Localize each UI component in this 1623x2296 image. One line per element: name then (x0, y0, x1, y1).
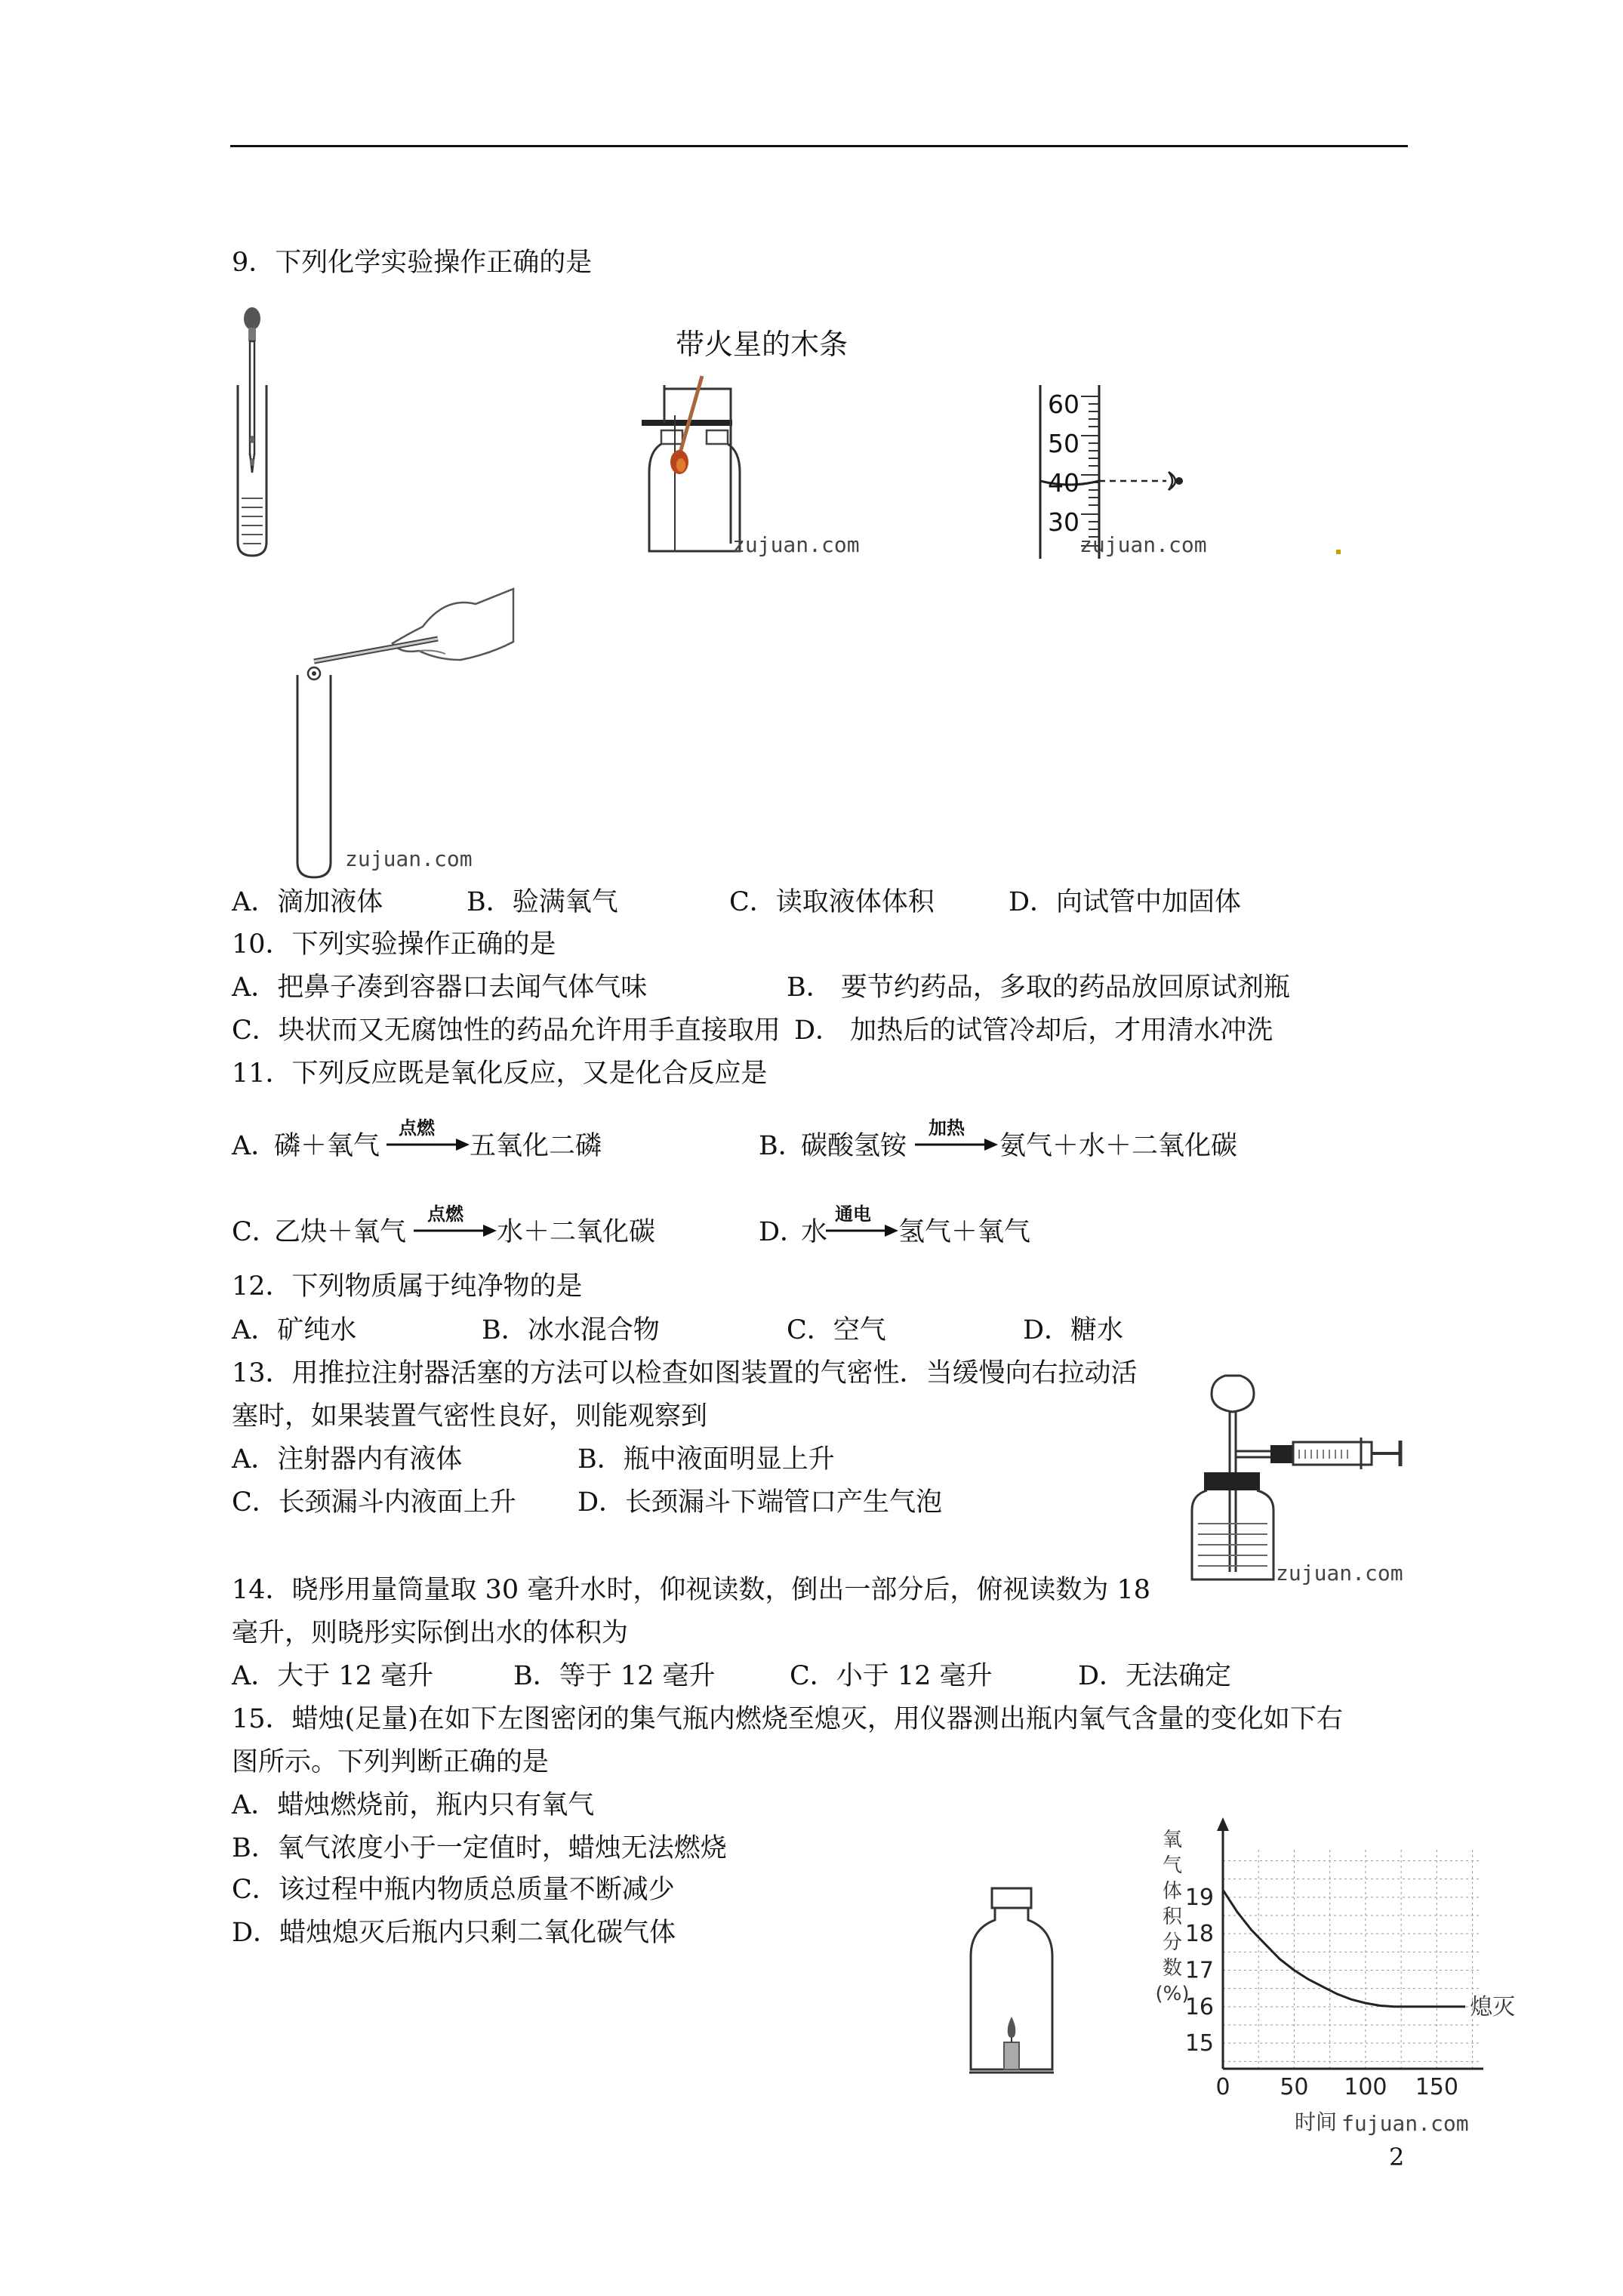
y-axis-label-char: 氧 (1162, 1829, 1183, 1851)
y-tick-label: 15 (1184, 2030, 1214, 2057)
y-axis-label-char: 分 (1162, 1931, 1183, 1954)
y-axis-label-char: 积 (1162, 1906, 1183, 1928)
q14-option-d: D．无法确定 (1078, 1661, 1232, 1691)
q13-stem-line1: 13．用推拉注射器活塞的方法可以检查如图装置的气密性．当缓慢向右拉动活 (232, 1358, 1138, 1388)
q10-option-c: C．块状而又无腐蚀性的药品允许用手直接取用 (232, 1015, 781, 1046)
q11-b-products: 氨气＋水＋二氧化碳 (999, 1131, 1238, 1161)
q12-option-c: C．空气 (787, 1315, 886, 1345)
y-tick-label: 19 (1184, 1884, 1214, 1911)
q9-fig-dropper (226, 302, 287, 559)
q14-stem-line2: 毫升，则晓彤实际倒出水的体积为 (232, 1618, 629, 1648)
y-axis-label-char: 数 (1162, 1957, 1183, 1980)
q11-c-reactants: 乙炔＋氧气 (274, 1217, 407, 1247)
q12-option-d: D．糖水 (1023, 1315, 1124, 1345)
q9-option-c: C．读取液体体积 (729, 887, 935, 917)
header-rule (230, 145, 1408, 147)
q10-option-a: A．把鼻子凑到容器口去闻气体气味 (232, 972, 648, 1003)
q12-option-b: B．冰水混合物 (482, 1315, 660, 1345)
q15-option-b: B．氧气浓度小于一定值时，蜡烛无法燃烧 (232, 1833, 727, 1863)
q11-a-label: A． (232, 1131, 278, 1161)
x-axis-label: 时间 (1295, 2110, 1338, 2134)
q9-watermark-d: zujuan.com (345, 846, 473, 871)
q11-c-condition: 点燃 (427, 1203, 463, 1225)
q9-option-a: A．滴加液体 (232, 887, 383, 917)
q14-stem-line1: 14．晓彤用量筒量取 30 毫升水时，仰视读数，倒出一部分后，俯视读数为 18 (232, 1575, 1150, 1605)
q9-fig-hand-tube (287, 581, 513, 883)
y-tick-label: 18 (1184, 1921, 1214, 1948)
q15-option-d: D．蜡烛熄灭后瓶内只剩二氧化碳气体 (232, 1918, 676, 1948)
q11-stem: 11．下列反应既是氧化反应，又是化合反应是 (232, 1059, 768, 1089)
q10-option-d: D． 加热后的试管冷却后，才用清水冲洗 (794, 1015, 1273, 1046)
q11-b-reactants: 碳酸氢铵 (801, 1131, 907, 1161)
q13-fig-apparatus (1181, 1367, 1423, 1586)
x-tick-label: 150 (1415, 2074, 1458, 2100)
q9-option-b: B．验满氧气 (467, 887, 618, 917)
q15-stem-line2: 图所示。下列判断正确的是 (232, 1747, 550, 1777)
q13-watermark: zujuan.com (1276, 1561, 1403, 1586)
stray-mark (1336, 550, 1341, 554)
cylinder-tick-40: 40 (1048, 468, 1079, 498)
q11-c-arrow (414, 1223, 497, 1238)
q15-option-c: C．该过程中瓶内物质总质量不断减少 (232, 1875, 675, 1905)
y-axis-label-char: 体 (1162, 1880, 1183, 1903)
y-tick-label: 16 (1184, 1993, 1214, 2020)
q11-c-label: C． (232, 1217, 279, 1247)
x-tick-label: 0 (1215, 2074, 1230, 2100)
q15-option-a: A．蜡烛燃烧前，瓶内只有氧气 (232, 1790, 595, 1820)
q12-stem: 12．下列物质属于纯净物的是 (232, 1271, 583, 1302)
q9-watermark-c: zujuan.com (1079, 532, 1207, 557)
q13-option-a: A．注射器内有液体 (232, 1444, 463, 1475)
q13-option-c: C．长颈漏斗内液面上升 (232, 1487, 516, 1518)
q9-stem: 9．下列化学实验操作正确的是 (232, 248, 593, 278)
q11-a-reactants: 磷＋氧气 (274, 1131, 380, 1161)
q15-fig-bottle-candle (966, 1884, 1057, 2080)
q11-a-products: 五氧化二磷 (470, 1131, 602, 1161)
x-tick-label: 100 (1344, 2074, 1387, 2100)
cylinder-tick-50: 50 (1048, 429, 1079, 458)
q9-fig-b-title: 带火星的木条 (676, 328, 848, 361)
q11-a-arrow (387, 1137, 470, 1152)
q11-d-reactants: 水 (801, 1217, 828, 1247)
q13-stem-line2: 塞时，如果装置气密性良好，则能观察到 (232, 1401, 708, 1432)
x-tick-label: 50 (1280, 2074, 1309, 2100)
q14-option-a: A．大于 12 毫升 (232, 1661, 434, 1691)
q15-stem-line1: 15．蜡烛(足量)在如下左图密闭的集气瓶内燃烧至熄灭，用仪器测出瓶内氧气含量的变化如下右 (232, 1704, 1343, 1734)
q9-option-d: D．向试管中加固体 (1009, 887, 1242, 917)
y-tick-label: 17 (1184, 1957, 1214, 1984)
o2-series-line (1223, 1890, 1465, 2007)
q13-option-d: D．长颈漏斗下端管口产生气泡 (577, 1487, 943, 1518)
y-axis-arrow (1217, 1817, 1229, 1831)
q14-option-b: B．等于 12 毫升 (513, 1661, 716, 1691)
q11-d-label: D． (759, 1217, 807, 1247)
page-number: 2 (1389, 2143, 1405, 2171)
y-axis-label-char: (%) (1155, 1983, 1190, 2005)
q13-option-b: B．瓶中液面明显上升 (577, 1444, 835, 1475)
q11-b-arrow (915, 1137, 998, 1152)
q12-option-a: A．矿纯水 (232, 1315, 357, 1345)
q10-stem: 10．下列实验操作正确的是 (232, 929, 556, 960)
q11-c-products: 水＋二氧化碳 (497, 1217, 656, 1247)
q11-d-products: 氢气＋氧气 (898, 1217, 1031, 1247)
q9-watermark-b: zujuan.com (732, 532, 860, 557)
q11-b-condition: 加热 (929, 1117, 965, 1139)
chart-watermark: fujuan.com (1341, 2111, 1469, 2136)
q11-a-condition: 点燃 (399, 1117, 435, 1139)
cylinder-tick-60: 60 (1048, 390, 1079, 419)
q15-chart (1144, 1808, 1516, 2137)
y-axis-label-char: 气 (1162, 1854, 1183, 1877)
q10-option-b: B． 要节约药品，多取的药品放回原试剂瓶 (787, 972, 1290, 1003)
q11-b-label: B． (759, 1131, 805, 1161)
cylinder-tick-30: 30 (1048, 507, 1079, 537)
extinguish-label: 熄灭 (1470, 1993, 1516, 2020)
q11-d-arrow (826, 1223, 898, 1238)
q14-option-c: C．小于 12 毫升 (790, 1661, 993, 1691)
q11-d-condition: 通电 (835, 1203, 871, 1225)
o2-volume-chart (1144, 1808, 1516, 2137)
